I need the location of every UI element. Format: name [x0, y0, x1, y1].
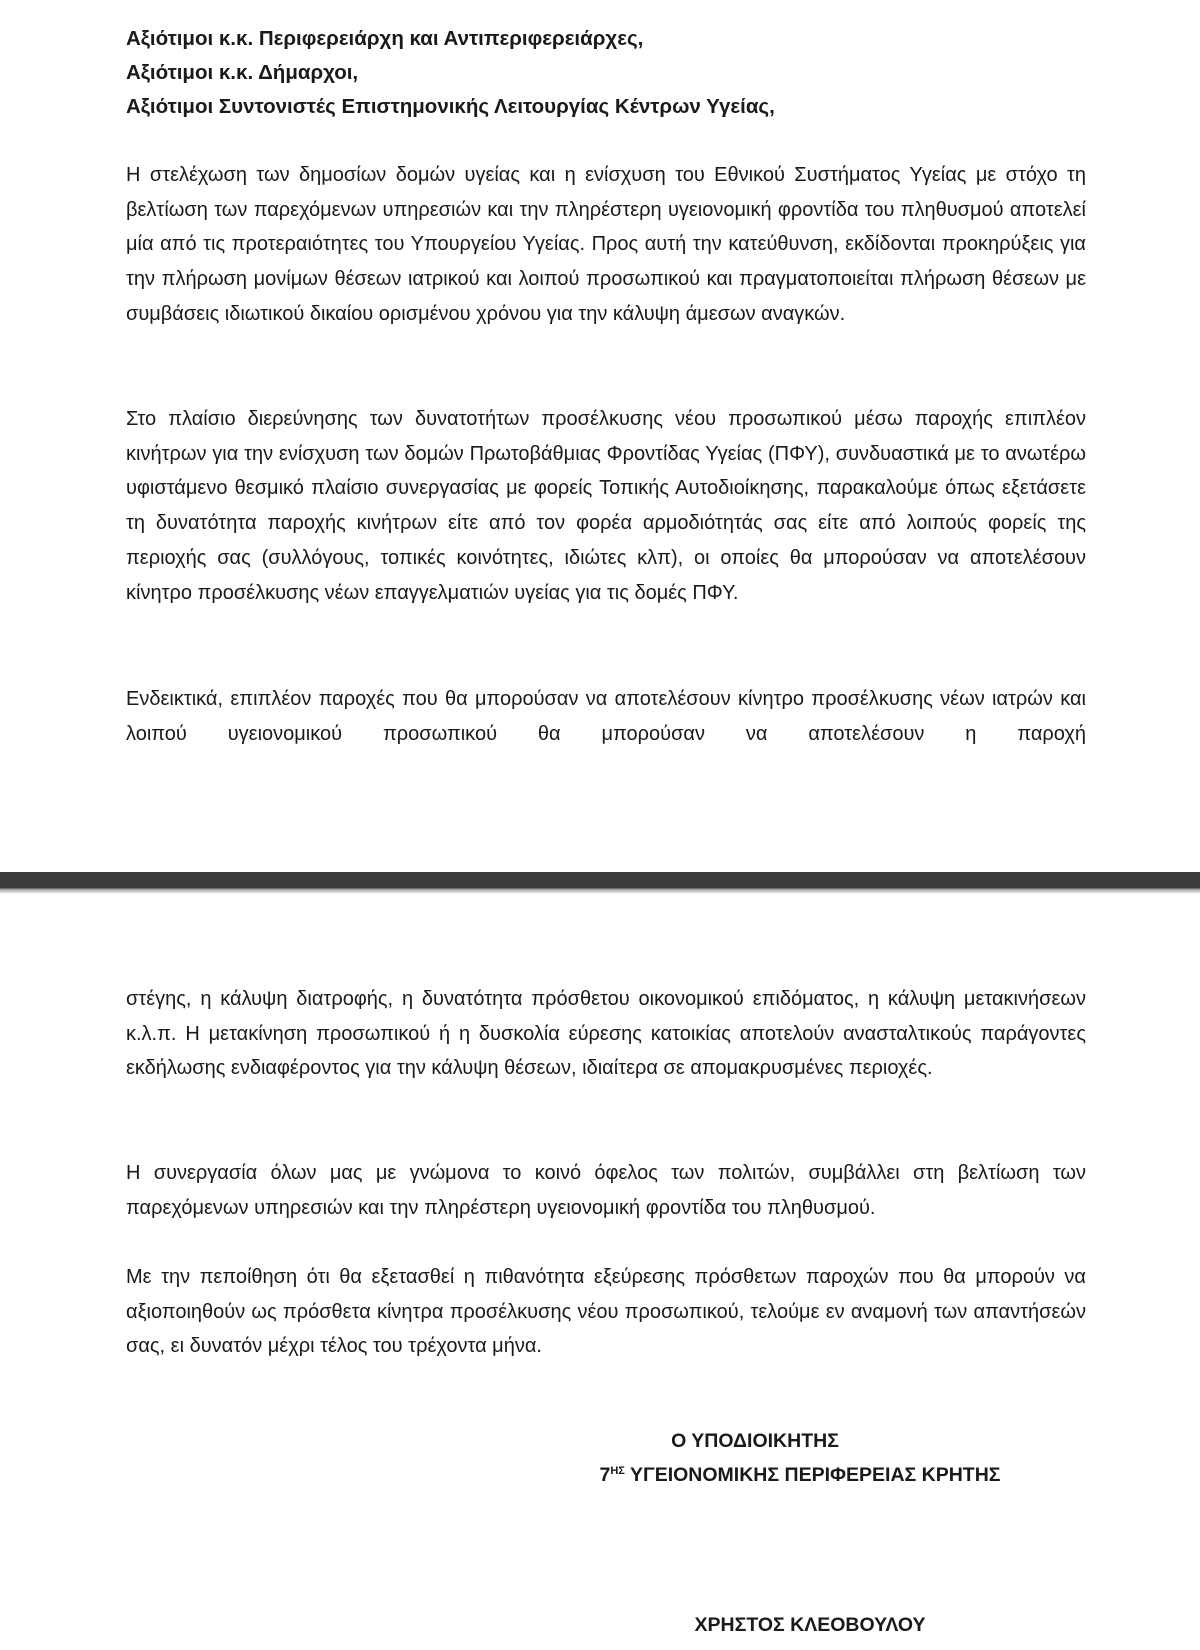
body-paragraph: Με την πεποίθηση ότι θα εξετασθεί η πιθανότητα εξεύρεσης πρόσθετων παροχών που θα μπορούν να αξιοποιηθούν ως πρόσθετα κίνητρα προσέλκυσης νέου προσωπικού, τελούμε εν αναμονή των απαντήσεών σας, ει δυνατόν μέχρι τέλος του τρέχοντα μήνα.	[126, 1266, 1086, 1358]
body-paragraph: στέγης, η κάλυψη διατροφής, η δυνατότητα πρόσθετου οικονομικού επιδόματος, η κάλυψη μετακινήσεων κ.λ.π. Η μετακίνηση προσωπικού ή η δυσκολία εύρεσης κατοικίας αποτελούν ανασταλτικούς παράγοντες εκδήλωσης ενδιαφέροντος για την κάλυψη θέσεων, ιδιαίτερα σε απομακρυσμένες περιοχές.	[126, 988, 1086, 1080]
salutation-line: Αξιότιμοι Συντονιστές Επιστημονικής Λειτουργίας Κέντρων Υγείας,	[126, 95, 775, 118]
salutation-line: Αξιότιμοι κ.κ. Περιφερειάρχη και Αντιπεριφερειάρχες,	[126, 27, 644, 50]
body-paragraph: Στο πλαίσιο διερεύνησης των δυνατοτήτων προσέλκυσης νέου προσωπικού μέσω παροχής επιπλέον κινήτρων για την ενίσχυση των δομών Πρωτοβάθμιας Φροντίδας Υγείας (ΠΦΥ), συνδυαστικά με το ανωτέρω υφιστάμενο θεσμικό πλαίσιο συνεργασίας με φορείς Τοπικής Αυτοδιοίκησης, παρακαλούμε όπως εξετάσετε τη δυνατότητα παροχής κινήτρων είτε από τον φορέα αρμοδιότητάς σας είτε από λοιπούς φορείς της περιοχής σας (συλλόγους, τοπικές κοινότητες, ιδιώτες κλπ), οι οποίες θα μπορούσαν να αποτελέσουν κίνητρο προσέλκυσης νέων επαγγελματιών υγείας για τις δομές ΠΦΥ.	[126, 408, 1086, 604]
salutation-line: Αξιότιμοι κ.κ. Δήμαρχοι,	[126, 61, 359, 84]
region-ordinal-suffix: ΗΣ	[610, 1465, 625, 1477]
body-paragraph: Η συνεργασία όλων μας με γνώμονα το κοινό όφελος των πολιτών, συμβάλλει στη βελτίωση των παρεχόμενων υπηρεσιών και την πληρέστερη υγειονομική φροντίδα του πληθυσμού.	[126, 1162, 1086, 1219]
salutation-block	[126, 22, 1086, 124]
region-name: ΥΓΕΙΟΝΟΜΙΚΗΣ ΠΕΡΙΦΕΡΕΙΑΣ ΚΡΗΤΗΣ	[629, 1464, 1001, 1486]
document-page-2	[0, 894, 1200, 1650]
page-separator	[0, 872, 1200, 894]
signatory-name: ΧΡΗΣΤΟΣ ΚΛΕΟΒΟΥΛΟΥ	[694, 1614, 926, 1636]
body-paragraph: Η στελέχωση των δημοσίων δομών υγείας και η ενίσχυση του Εθνικού Συστήματος Υγείας με στόχο τη βελτίωση των παρεχόμενων υπηρεσιών και την πληρέστερη υγειονομική φροντίδα του πληθυσμού αποτελεί μία από τις προτεραιότητες του Υπουργείου Υγείας. Προς αυτή την κατεύθυνση, εκδίδονται προκηρύξεις για την πλήρωση μονίμων θέσεων ιατρικού και λοιπού προσωπικού και πραγματοποιείται πλήρωση θέσεων με συμβάσεις ιδιωτικού δικαίου ορισμένου χρόνου για την κάλυψη άμεσων αναγκών.	[126, 164, 1086, 325]
signature-title: Ο ΥΠΟΔΙΟΙΚΗΤΗΣ	[671, 1430, 839, 1452]
body-paragraph: Ενδεικτικά, επιπλέον παροχές που θα μπορούσαν να αποτελέσουν κίνητρο προσέλκυσης νέων ιατρών και λοιπού υγειονομικού προσωπικού θα μπορούσαν να αποτελέσουν η παροχή	[126, 688, 1086, 745]
signature-region	[560, 1458, 1040, 1492]
region-number: 7	[599, 1464, 611, 1486]
